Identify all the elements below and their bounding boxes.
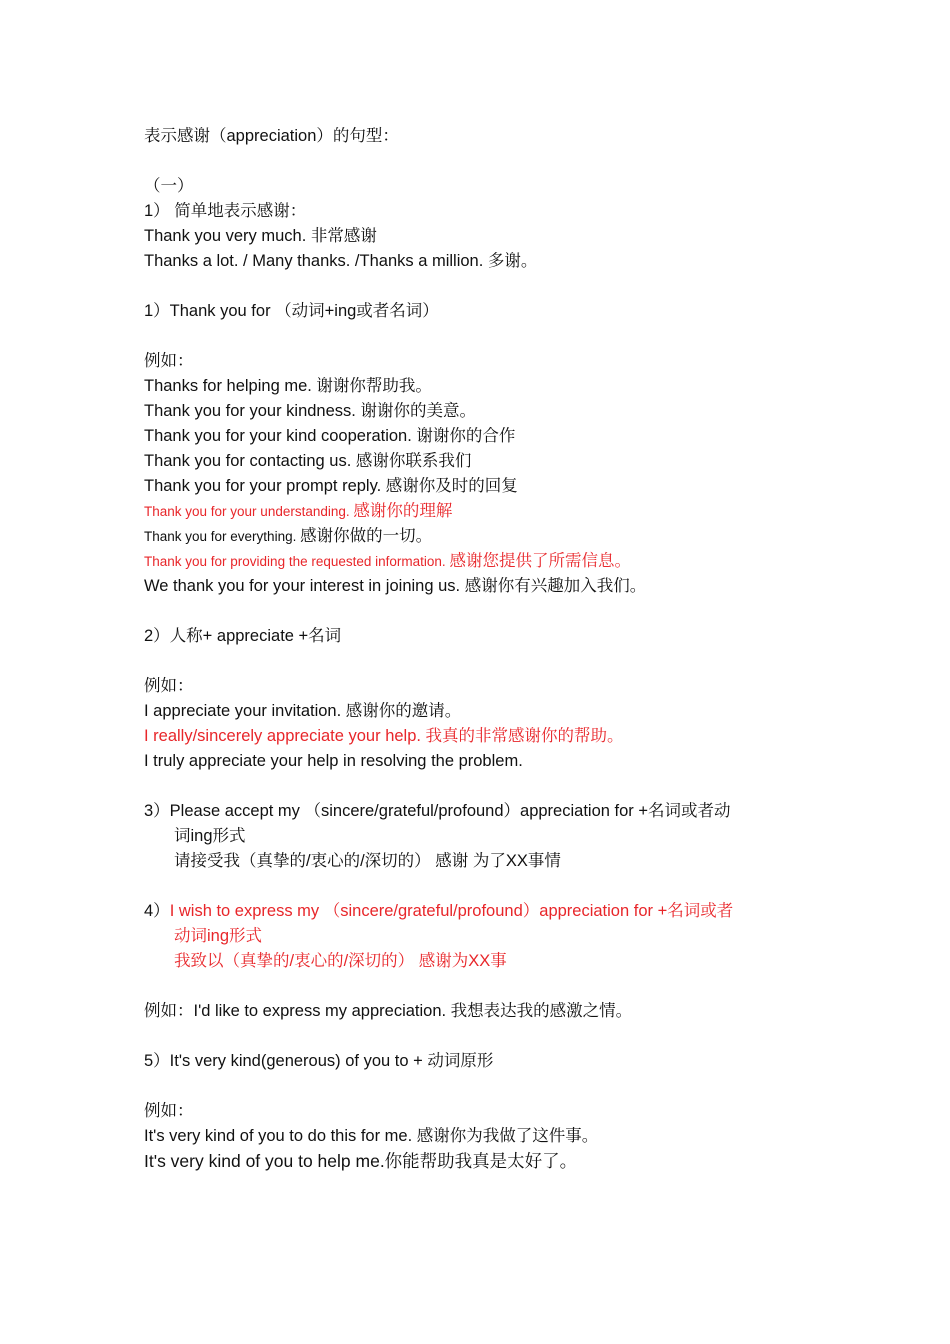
example-line: Thank you for your kind cooperation. 谢谢你的合作 — [144, 427, 516, 445]
blank-line — [144, 874, 814, 899]
blank-line — [144, 1024, 814, 1049]
example-label: 例如： — [144, 1102, 194, 1120]
s3-heading-cont: 词ing形式 — [174, 827, 246, 845]
example-line: It's very kind of you to do this for me. 感谢你为我做了这件事。 — [144, 1127, 599, 1145]
example-line-everything — [144, 524, 814, 549]
s4-heading: I wish to express my （sincere/grateful/profound）appreciation for +名词或者 — [169, 902, 734, 920]
example-line-highlight: I really/sincerely appreciate your help. 我真的非常感谢你的帮助。 — [144, 727, 624, 745]
example-zh: 感谢你的理解 — [353, 502, 453, 520]
example-en: Thank you for everything. — [144, 529, 297, 544]
s5-heading: 5）It's very kind(generous) of you to + 动词原形 — [144, 1052, 494, 1070]
section-one-heading: （一） — [144, 177, 194, 195]
example-line: Thanks for helping me. 谢谢你帮助我。 — [144, 377, 432, 395]
blank-line — [144, 274, 814, 299]
blank-line — [144, 1074, 814, 1099]
s4-example: 例如：I'd like to express my appreciation. 我想表达我的感激之情。 — [144, 1002, 633, 1020]
s1b-heading: 1）Thank you for （动词+ing或者名词） — [144, 302, 439, 320]
example-line: Thank you for your prompt reply. 感谢你及时的回复 — [144, 477, 518, 495]
example-line: Thank you for your kindness. 谢谢你的美意。 — [144, 402, 476, 420]
document-title: 表示感谢（appreciation）的句型： — [144, 127, 399, 145]
s1-line: Thanks a lot. / Many thanks. /Thanks a million. 多谢。 — [144, 252, 538, 270]
example-line: I appreciate your invitation. 感谢你的邀请。 — [144, 702, 462, 720]
blank-line — [144, 324, 814, 349]
s3-translation: 请接受我（真挚的/衷心的/深切的） 感谢 为了XX事情 — [174, 852, 561, 870]
example-line: I truly appreciate your help in resolving the problem. — [144, 752, 523, 770]
example-line: Thank you for contacting us. 感谢你联系我们 — [144, 452, 472, 470]
example-zh: 感谢您提供了所需信息。 — [449, 552, 631, 570]
document-page — [144, 124, 814, 1174]
s4-heading-line — [144, 899, 814, 924]
blank-line — [144, 974, 814, 999]
example-label: 例如： — [144, 352, 194, 370]
s4-number: 4） — [144, 902, 170, 920]
blank-line — [144, 649, 814, 674]
blank-line — [144, 599, 814, 624]
s3-heading: 3）Please accept my （sincere/grateful/profound）appreciation for +名词或者动 — [144, 802, 731, 820]
example-line-providing — [144, 549, 814, 574]
example-line: It's very kind of you to help me.你能帮助我真是太好了。 — [144, 1151, 578, 1171]
blank-line — [144, 149, 814, 174]
blank-line — [144, 774, 814, 799]
example-line: We thank you for your interest in joining us. 感谢你有兴趣加入我们。 — [144, 577, 647, 595]
s2-heading: 2）人称+ appreciate +名词 — [144, 627, 342, 645]
example-en: Thank you for providing the requested information. — [144, 554, 446, 569]
s1-heading: 1） 简单地表示感谢： — [144, 202, 307, 220]
example-zh: 感谢你做的一切。 — [300, 527, 433, 545]
example-en: Thank you for your understanding. — [144, 504, 350, 519]
example-line-understanding — [144, 499, 814, 524]
example-label: 例如： — [144, 677, 194, 695]
s4-heading-cont: 动词ing形式 — [174, 927, 263, 945]
s1-line: Thank you very much. 非常感谢 — [144, 227, 377, 245]
s4-translation: 我致以（真挚的/衷心的/深切的） 感谢为XX事 — [174, 952, 507, 970]
